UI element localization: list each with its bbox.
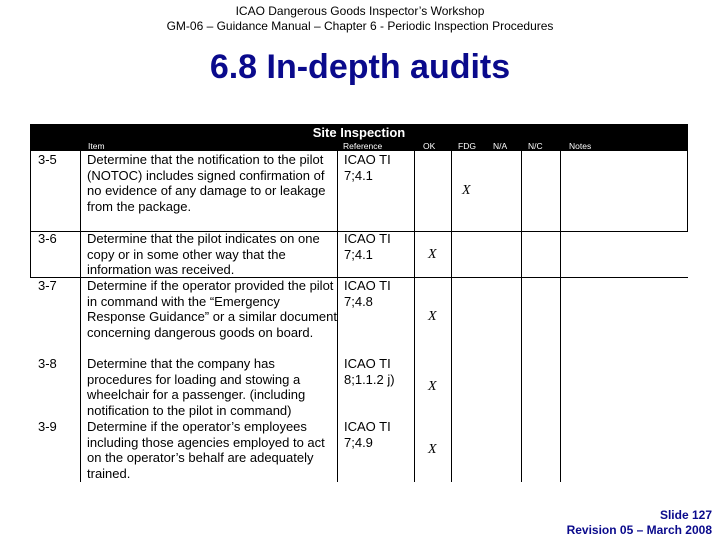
grid-line xyxy=(687,151,688,231)
row-item: Determine if the operator’s employees including those agencies employed to act on the operator’s behalf are adequately trained. xyxy=(87,419,325,481)
slide-number: Slide 127 xyxy=(659,508,712,522)
slide-title: 6.8 In-depth audits xyxy=(209,48,511,86)
col-ok: OK xyxy=(423,141,436,151)
row-item: Determine that the company has procedures for loading and stowing a wheelchair for a passenger. (including notification to the pilot in command) xyxy=(87,356,306,418)
check-mark: X xyxy=(428,309,437,324)
check-mark: X xyxy=(428,247,437,262)
row-reference: ICAO TI 7;4.9 xyxy=(344,419,391,450)
table-caption: Site Inspection xyxy=(312,125,406,140)
header-line-2: GM-06 – Guidance Manual – Chapter 6 - Periodic Inspection Procedures xyxy=(166,19,554,33)
grid-line xyxy=(30,151,31,277)
check-mark: X xyxy=(462,183,471,198)
grid-line xyxy=(560,151,561,482)
col-fdg: FDG xyxy=(458,141,476,151)
table-header xyxy=(30,124,688,151)
header-line-1: ICAO Dangerous Goods Inspector’s Workshop xyxy=(235,4,485,18)
row-number: 3-8 xyxy=(38,356,57,371)
row-number: 3-9 xyxy=(38,419,57,434)
row-number: 3-5 xyxy=(38,152,57,167)
row-item: Determine if the operator provided the pilot in command with the “Emergency Response Guidance” or a similar document concerning dangerous goods on board. xyxy=(87,278,338,340)
col-na: N/A xyxy=(493,141,508,151)
col-item: Item xyxy=(88,141,105,151)
row-number: 3-6 xyxy=(38,231,57,246)
row-reference: ICAO TI 7;4.1 xyxy=(344,152,391,183)
row-item: Determine that the notification to the pilot (NOTOC) includes signed confirmation of no evidence of any damage to or leakage from the package. xyxy=(87,152,326,214)
row-reference: ICAO TI 7;4.8 xyxy=(344,278,391,309)
col-notes: Notes xyxy=(569,141,592,151)
col-nc: N/C xyxy=(528,141,543,151)
grid-line xyxy=(80,151,81,482)
grid-line xyxy=(451,151,452,482)
grid-line xyxy=(521,151,522,482)
row-reference: ICAO TI 7;4.1 xyxy=(344,231,391,262)
revision: Revision 05 – March 2008 xyxy=(566,523,712,537)
row-number: 3-7 xyxy=(38,278,57,293)
row-item: Determine that the pilot indicates on one copy or in some other way that the information was received. xyxy=(87,231,320,278)
grid-line xyxy=(337,151,338,482)
check-mark: X xyxy=(428,442,437,457)
col-reference: Reference xyxy=(343,141,383,151)
check-mark: X xyxy=(428,379,437,394)
grid-line xyxy=(414,151,415,482)
row-reference: ICAO TI 8;1.1.2 j) xyxy=(344,356,395,387)
